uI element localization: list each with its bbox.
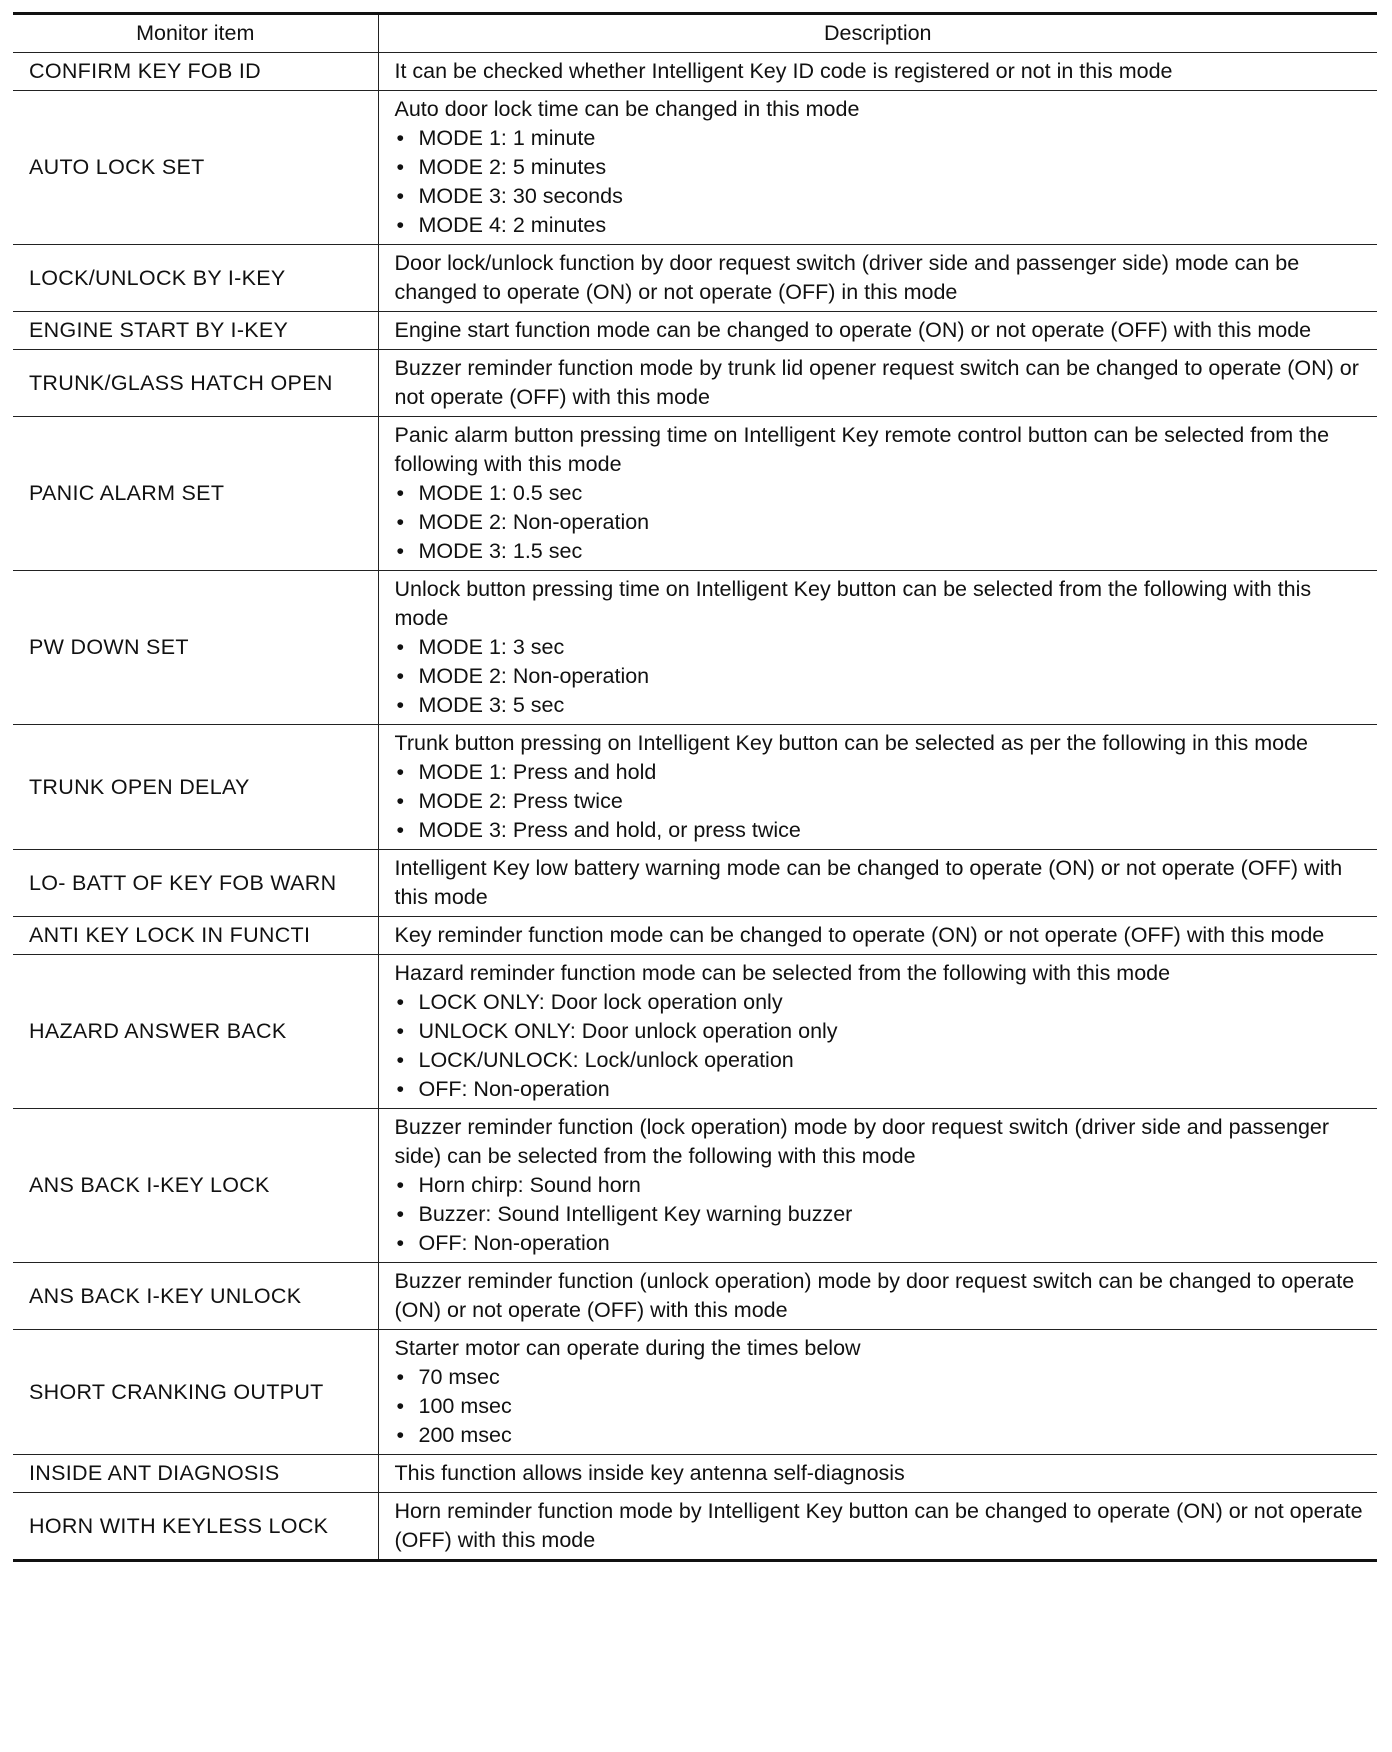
- description-cell: [378, 917, 1377, 955]
- option-item: • MODE 2: Non-operation: [395, 662, 1368, 691]
- description-text: Engine start function mode can be changed to operate (ON) or not operate (OFF) with this mode: [394, 318, 1312, 342]
- monitor-item-cell: PW DOWN SET: [13, 571, 378, 725]
- option-item: • MODE 2: 5 minutes: [395, 153, 1368, 182]
- monitor-item-cell: HORN WITH KEYLESS LOCK: [13, 1493, 378, 1561]
- option-item: • MODE 3: 1.5 sec: [395, 537, 1368, 566]
- option-item: • MODE 2: Press twice: [395, 787, 1368, 816]
- option-list: [395, 1171, 1368, 1258]
- table-row: [13, 955, 1377, 1109]
- monitor-item-cell: ANS BACK I-KEY LOCK: [13, 1109, 378, 1263]
- table-row: [13, 1330, 1377, 1455]
- table-row: [13, 245, 1377, 312]
- table-row: [13, 850, 1377, 917]
- monitor-item-cell: AUTO LOCK SET: [13, 91, 378, 245]
- table-body: [13, 53, 1377, 1561]
- monitor-item-cell: HAZARD ANSWER BACK: [13, 955, 378, 1109]
- description-text: Intelligent Key low battery warning mode can be changed to operate (ON) or not operate (OFF) with this mode: [394, 856, 1343, 909]
- description-text: Hazard reminder function mode can be selected from the following with this mode: [394, 961, 1171, 985]
- option-item: • OFF: Non-operation: [395, 1075, 1368, 1104]
- monitor-item-cell: SHORT CRANKING OUTPUT: [13, 1330, 378, 1455]
- option-item: • MODE 3: Press and hold, or press twice: [395, 816, 1368, 845]
- monitor-item-cell: PANIC ALARM SET: [13, 417, 378, 571]
- description-cell: [378, 850, 1377, 917]
- option-item: • MODE 4: 2 minutes: [395, 211, 1368, 240]
- description-text: This function allows inside key antenna self-diagnosis: [394, 1461, 905, 1485]
- description-text: Buzzer reminder function (unlock operation) mode by door request switch can be changed to operate (ON) or not operate (OFF) with this mode: [394, 1269, 1355, 1322]
- monitor-item-cell: TRUNK OPEN DELAY: [13, 725, 378, 850]
- table-row: [13, 1455, 1377, 1493]
- description-cell: [378, 53, 1377, 91]
- option-list: [395, 479, 1368, 566]
- option-item: • Buzzer: Sound Intelligent Key warning buzzer: [395, 1200, 1368, 1229]
- description-text: Unlock button pressing time on Intelligent Key button can be selected from the following with this mode: [394, 577, 1312, 630]
- option-item: • MODE 3: 5 sec: [395, 691, 1368, 720]
- description-cell: [378, 1109, 1377, 1263]
- option-list: [395, 988, 1368, 1104]
- description-cell: [378, 312, 1377, 350]
- option-item: • MODE 1: 1 minute: [395, 124, 1368, 153]
- description-cell: [378, 91, 1377, 245]
- option-item: • UNLOCK ONLY: Door unlock operation only: [395, 1017, 1368, 1046]
- description-cell: [378, 350, 1377, 417]
- header-row: [13, 14, 1377, 53]
- monitor-item-cell: TRUNK/GLASS HATCH OPEN: [13, 350, 378, 417]
- option-item: • 100 msec: [395, 1392, 1368, 1421]
- description-text: It can be checked whether Intelligent Key ID code is registered or not in this mode: [394, 59, 1173, 83]
- option-item: • MODE 1: Press and hold: [395, 758, 1368, 787]
- description-cell: [378, 725, 1377, 850]
- monitor-item-cell: LOCK/UNLOCK BY I-KEY: [13, 245, 378, 312]
- description-text: Door lock/unlock function by door request switch (driver side and passenger side) mode can be changed to operate (ON) or not operate (OFF) in this mode: [394, 251, 1300, 304]
- option-item: • Horn chirp: Sound horn: [395, 1171, 1368, 1200]
- monitor-item-cell: INSIDE ANT DIAGNOSIS: [13, 1455, 378, 1493]
- header-monitor-item: Monitor item: [13, 14, 378, 53]
- table-row: [13, 571, 1377, 725]
- option-list: [395, 124, 1368, 240]
- option-item: • 70 msec: [395, 1363, 1368, 1392]
- monitor-item-table: [13, 12, 1377, 1562]
- monitor-item-cell: ANTI KEY LOCK IN FUNCTI: [13, 917, 378, 955]
- option-item: • MODE 2: Non-operation: [395, 508, 1368, 537]
- option-item: • OFF: Non-operation: [395, 1229, 1368, 1258]
- description-text: Trunk button pressing on Intelligent Key button can be selected as per the following in this mode: [394, 731, 1309, 755]
- table-row: [13, 1263, 1377, 1330]
- description-text: Auto door lock time can be changed in this mode: [394, 97, 860, 121]
- option-item: • MODE 3: 30 seconds: [395, 182, 1368, 211]
- option-list: [395, 633, 1368, 720]
- table-row: [13, 917, 1377, 955]
- table-row: [13, 725, 1377, 850]
- description-text: Buzzer reminder function (lock operation) mode by door request switch (driver side and passenger side) can be selected from the following with this mode: [394, 1115, 1330, 1168]
- monitor-item-cell: ANS BACK I-KEY UNLOCK: [13, 1263, 378, 1330]
- monitor-item-cell: CONFIRM KEY FOB ID: [13, 53, 378, 91]
- description-cell: [378, 571, 1377, 725]
- table-row: [13, 1493, 1377, 1561]
- table-row: [13, 350, 1377, 417]
- description-cell: [378, 1493, 1377, 1561]
- header-description: Description: [378, 14, 1377, 53]
- description-cell: [378, 1330, 1377, 1455]
- table-row: [13, 312, 1377, 350]
- description-cell: [378, 245, 1377, 312]
- table-row: [13, 53, 1377, 91]
- description-cell: [378, 1263, 1377, 1330]
- option-item: • 200 msec: [395, 1421, 1368, 1450]
- monitor-item-cell: ENGINE START BY I-KEY: [13, 312, 378, 350]
- description-text: Key reminder function mode can be changed to operate (ON) or not operate (OFF) with this mode: [394, 923, 1325, 947]
- description-cell: [378, 1455, 1377, 1493]
- description-text: Panic alarm button pressing time on Intelligent Key remote control button can be selected from the following with this mode: [394, 423, 1330, 476]
- option-item: • MODE 1: 3 sec: [395, 633, 1368, 662]
- option-list: [395, 758, 1368, 845]
- table-row: [13, 91, 1377, 245]
- option-item: • MODE 1: 0.5 sec: [395, 479, 1368, 508]
- description-cell: [378, 417, 1377, 571]
- table-row: [13, 417, 1377, 571]
- option-list: [395, 1363, 1368, 1450]
- monitor-item-cell: LO- BATT OF KEY FOB WARN: [13, 850, 378, 917]
- table-row: [13, 1109, 1377, 1263]
- option-item: • LOCK/UNLOCK: Lock/unlock operation: [395, 1046, 1368, 1075]
- description-text: Horn reminder function mode by Intelligent Key button can be changed to operate (ON) or not operate (OFF) with this mode: [394, 1499, 1363, 1552]
- option-item: • LOCK ONLY: Door lock operation only: [395, 988, 1368, 1017]
- description-text: Starter motor can operate during the times below: [394, 1336, 861, 1360]
- description-cell: [378, 955, 1377, 1109]
- description-text: Buzzer reminder function mode by trunk lid opener request switch can be changed to operate (ON) or not operate (OFF) with this mode: [394, 356, 1359, 409]
